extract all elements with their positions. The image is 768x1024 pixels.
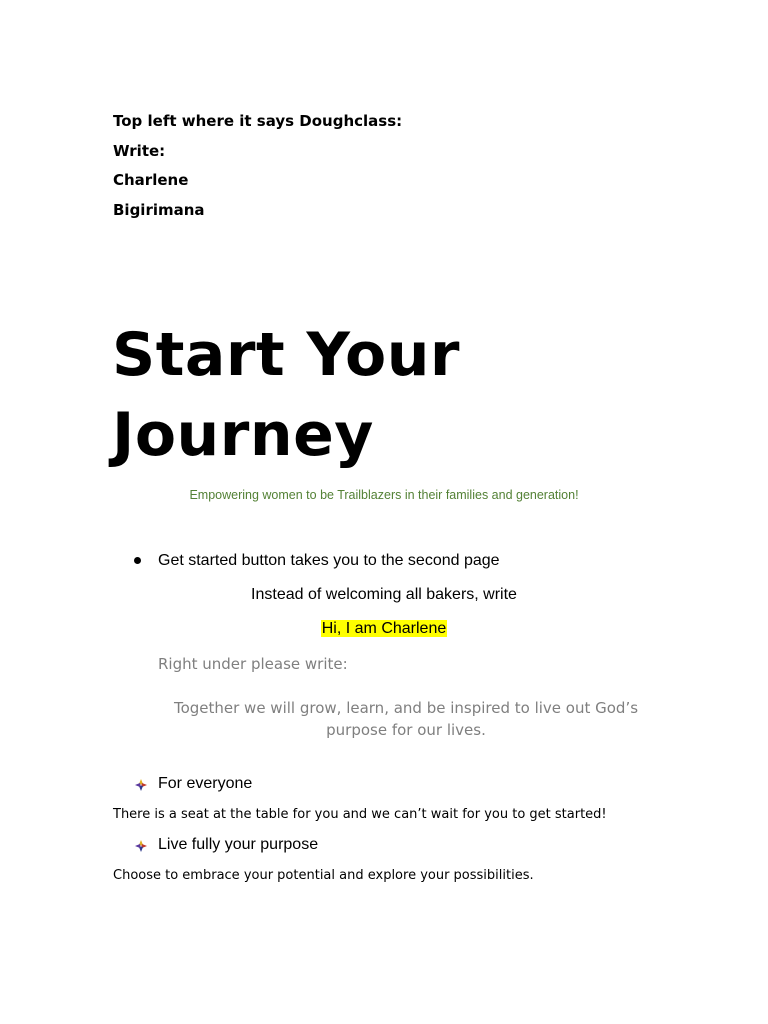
intro-line-3: Charlene [113, 171, 189, 189]
four-point-arrow-icon [134, 778, 148, 792]
feature-description-for-everyone: There is a seat at the table for you and we can’t wait for you to get started! [113, 807, 607, 822]
four-point-arrow-icon [134, 839, 148, 853]
tagline: Empowering women to be Trailblazers in their families and generation! [189, 488, 579, 502]
feature-title-for-everyone: For everyone [158, 775, 253, 792]
bullet-dot-icon [134, 557, 141, 564]
under-note: Right under please write: [158, 655, 348, 673]
intro-line-2: Write: [113, 142, 166, 160]
quote-text: Together we will grow, learn, and be inspired to live out God’s purpose for our lives. [173, 699, 639, 739]
feature-title-live-fully: Live fully your purpose [158, 836, 319, 853]
greeting-highlight: Hi, I am Charlene [321, 620, 447, 637]
greeting-line [0, 619, 768, 639]
bullet-item-text: Get started button takes you to the second page [158, 552, 500, 569]
intro-line-1: Top left where it says Doughclass: [113, 112, 403, 130]
feature-description-live-fully: Choose to embrace your potential and explore your possibilities. [113, 868, 534, 883]
headline-line-2: Journey [112, 400, 374, 470]
intro-line-4: Bigirimana [113, 201, 205, 219]
headline-line-1: Start Your [112, 320, 461, 390]
instruction-text: Instead of welcoming all bakers, write [251, 586, 517, 603]
